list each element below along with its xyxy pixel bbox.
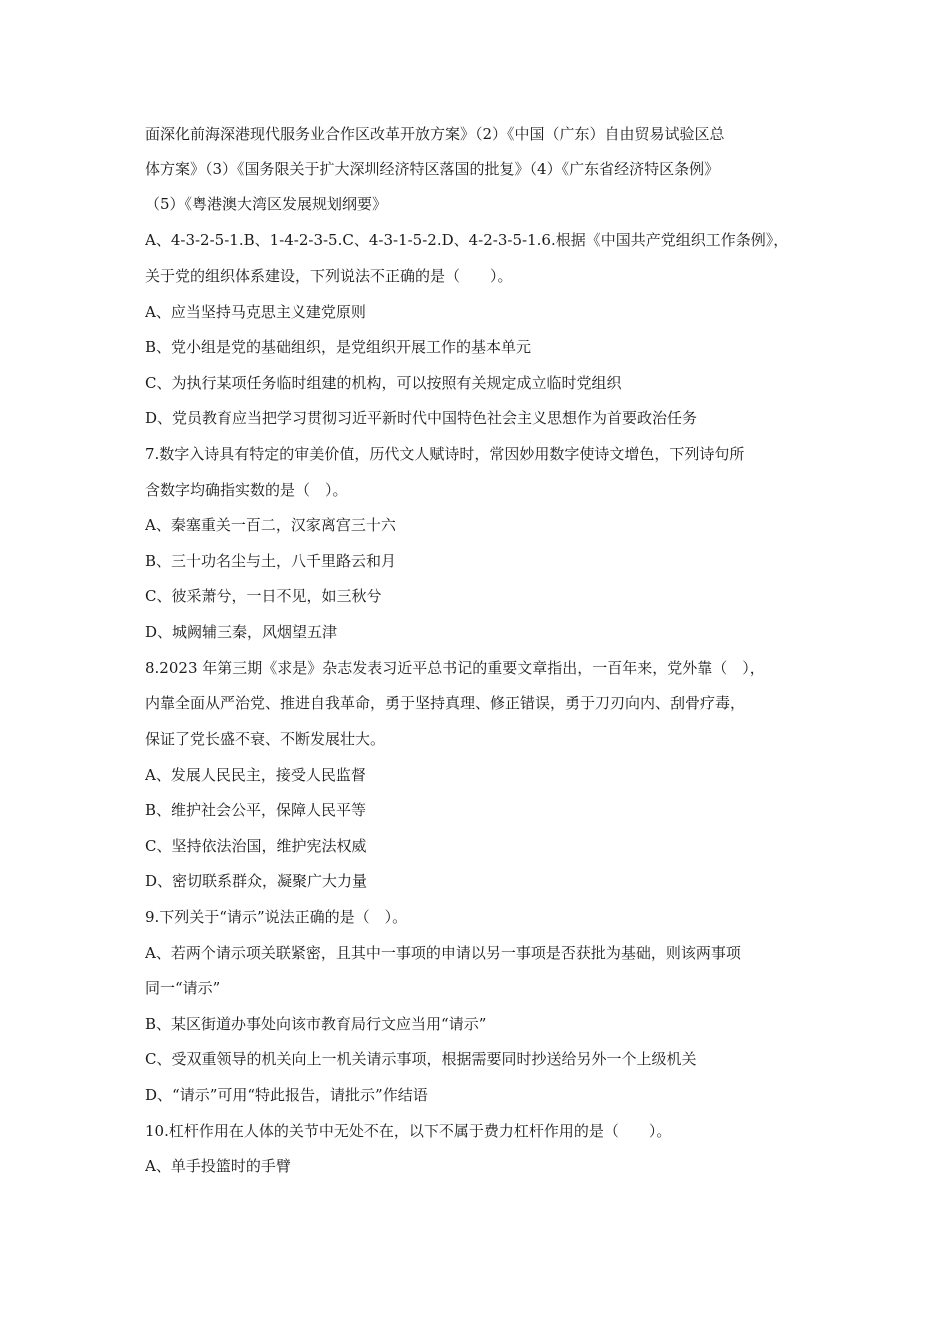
option-line: A、发展人民民主，接受人民监督	[145, 766, 366, 784]
option-line: A、应当坚持马克思主义建党原则	[145, 303, 366, 321]
question-line: 9.下列关于“请示”说法正确的是（ ）。	[145, 908, 408, 926]
option-line: A、若两个请示项关联紧密，且其中一事项的申请以另一事项是否获批为基础，则该两事项	[145, 944, 741, 962]
text-line: （5）《粤港澳大湾区发展规划纲要》	[145, 195, 388, 213]
option-line: C、彼采萧兮，一日不见，如三秋兮	[145, 587, 382, 605]
option-line: C、受双重领导的机关向上一机关请示事项，根据需要同时抄送给另外一个上级机关	[145, 1050, 697, 1068]
question-line: 内靠全面从严治党、推进自我革命，勇于坚持真理、修正错误，勇于刀刃向内、刮骨疗毒，	[145, 694, 746, 712]
option-line: B、某区街道办事处向该市教育局行文应当用“请示”	[145, 1015, 487, 1033]
question-line: 7.数字入诗具有特定的审美价值，历代文人赋诗时，常因妙用数字使诗文增色，下列诗句所	[145, 445, 745, 463]
option-line: C、为执行某项任务临时组建的机构，可以按照有关规定成立临时党组织	[145, 374, 622, 392]
option-line: 同一“请示”	[145, 979, 221, 997]
option-line: A、秦塞重关一百二，汉家离宫三十六	[145, 516, 396, 534]
question-line: 保证了党长盛不衰、不断发展壮大。	[145, 730, 386, 748]
text-line: A、4-3-2-5-1.B、1-4-2-3-5.C、4-3-1-5-2.D、4-2-3-5-1.6.根据《中国共产党组织工作条例》，	[145, 231, 789, 249]
option-line: B、三十功名尘与土，八千里路云和月	[145, 552, 397, 570]
question-line: 10.杠杆作用在人体的关节中无处不在，以下不属于费力杠杆作用的是（ ）。	[145, 1122, 672, 1140]
option-line: D、密切联系群众，凝聚广大力量	[145, 872, 368, 890]
option-line: D、城阙辅三秦，风烟望五津	[145, 623, 338, 641]
question-line: 8.2023 年第三期《求是》杂志发表习近平总书记的重要文章指出，一百年来，党外靠（ ），	[145, 659, 765, 677]
option-line: D、党员教育应当把学习贯彻习近平新时代中国特色社会主义思想作为首要政治任务	[145, 409, 698, 427]
text-line: 面深化前海深港现代服务业合作区改革开放方案》（2）《中国（广东）自由贸易试验区总	[145, 125, 725, 143]
option-line: C、坚持依法治国，维护宪法权威	[145, 837, 367, 855]
option-line: D、“请示”可用“特此报告，请批示”作结语	[145, 1086, 428, 1104]
text-line: 体方案》（3）《国务限关于扩大深圳经济特区落国的批复》（4）《广东省经济特区条例》	[145, 160, 720, 178]
question-line: 含数字均确指实数的是（ ）。	[145, 481, 348, 499]
option-line: B、维护社会公平，保障人民平等	[145, 801, 367, 819]
option-line: A、单手投篮时的手臂	[145, 1157, 291, 1175]
text-line: 关于党的组织体系建设，下列说法不正确的是（ ）。	[145, 267, 513, 285]
option-line: B、党小组是党的基础组织，是党组织开展工作的基本单元	[145, 338, 532, 356]
